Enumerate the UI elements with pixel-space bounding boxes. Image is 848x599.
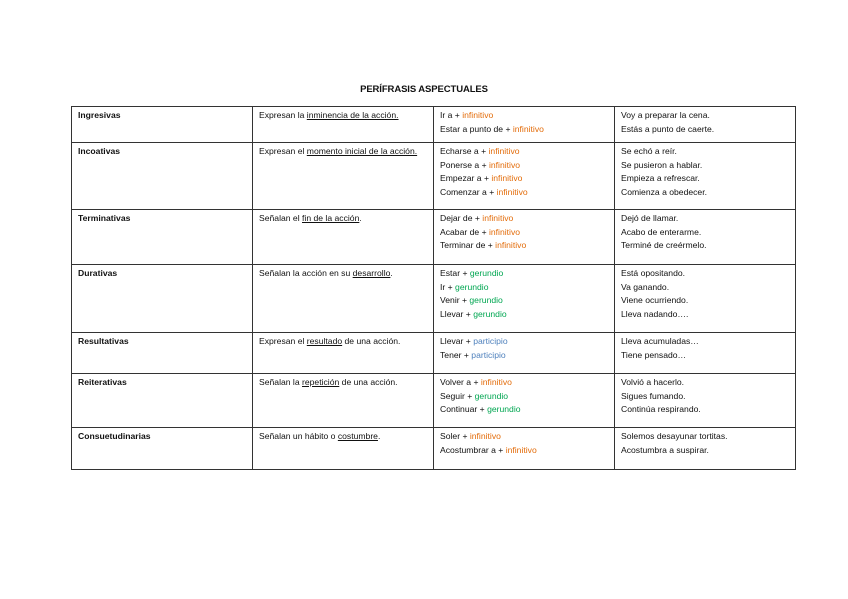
table-row [72, 374, 796, 428]
verb-form-label: participio [473, 336, 508, 346]
description-cell [253, 374, 434, 428]
type-name-cell: Ingresivas [72, 107, 253, 143]
example-line: Empieza a refrescar. [621, 173, 700, 183]
verb-form-label: infinitivo [488, 159, 521, 170]
verb-form-label: gerundio [469, 268, 504, 278]
structure-line [440, 239, 608, 253]
example-line: Lleva acumuladas… [621, 336, 699, 346]
structure-text: Continuar + [440, 404, 488, 414]
example-line: Se echó a reír. [621, 146, 677, 156]
example-line: Comienza a obedecer. [621, 186, 707, 197]
structure-text: Comenzar a + [440, 186, 497, 197]
description-cell [253, 143, 434, 210]
verb-form-label: participio [471, 349, 506, 360]
structure-line [440, 390, 608, 404]
structure-line [440, 145, 608, 159]
structure-line [440, 335, 608, 349]
verb-form-label: infinitivo [512, 123, 544, 134]
examples-cell [615, 143, 796, 210]
structure-line [440, 212, 608, 226]
type-name-cell: Incoativas [72, 143, 253, 210]
periphrasis-table [71, 106, 796, 470]
description-cell [253, 333, 434, 374]
type-name-cell: Reiterativas [72, 374, 253, 428]
description-text: Expresan el [259, 146, 307, 156]
description-text: Expresan la [259, 110, 307, 120]
type-name-cell: Consuetudinarias [72, 428, 253, 470]
example-line: Tiene pensado… [621, 349, 687, 360]
description-text: inminencia de la acción. [306, 110, 399, 120]
structure-text: Ir + [440, 281, 456, 292]
example-line: Solemos desayunar tortitas. [621, 431, 728, 441]
structure-cell [434, 210, 615, 265]
description-text: Señalan la [259, 377, 303, 387]
structure-line [440, 226, 608, 240]
structure-text: Acabar de + [440, 226, 489, 237]
structure-text: Dejar de + [440, 213, 483, 223]
verb-form-label: gerundio [455, 281, 489, 292]
type-name-cell: Durativas [72, 265, 253, 333]
structure-line [440, 376, 608, 390]
structure-text: Tener + [440, 349, 472, 360]
structure-line [440, 403, 608, 417]
examples-cell [615, 210, 796, 265]
structure-text: Llevar + [440, 336, 474, 346]
examples-cell [615, 374, 796, 428]
examples-cell [615, 333, 796, 374]
structure-text: Volver a + [440, 377, 481, 387]
verb-form-label: infinitivo [480, 377, 512, 387]
examples-cell [615, 107, 796, 143]
example-line: Volvió a hacerlo. [621, 377, 685, 387]
description-text: Expresan el [259, 336, 307, 346]
description-text: repetición [302, 377, 340, 387]
structure-line [440, 444, 608, 458]
structure-line [440, 281, 608, 295]
example-line: Estás a punto de caerte. [621, 123, 715, 134]
structure-text: Estar a punto de + [440, 123, 513, 134]
description-text: Señalan el [259, 213, 303, 223]
structure-line [440, 294, 608, 308]
table-row [72, 143, 796, 210]
verb-form-label: infinitivo [469, 431, 501, 441]
verb-form-label: infinitivo [491, 173, 523, 183]
verb-form-label: gerundio [487, 404, 521, 414]
structure-text: Venir + [440, 295, 470, 305]
verb-form-label: gerundio [474, 390, 509, 401]
example-line: Se pusieron a hablar. [621, 159, 703, 170]
description-text: momento inicial de la acción. [306, 146, 418, 156]
verb-form-label: infinitivo [482, 213, 514, 223]
example-line: Sigues fumando. [621, 390, 686, 401]
structure-line [440, 430, 608, 444]
table-row [72, 107, 796, 143]
example-line: Voy a preparar la cena. [621, 110, 710, 120]
description-text: resultado [306, 336, 343, 346]
example-line: Acostumbra a suspirar. [621, 444, 709, 455]
structure-cell [434, 333, 615, 374]
description-text: Señalan la acción en su [259, 268, 353, 278]
structure-text: Echarse a + [440, 146, 489, 156]
verb-form-label: infinitivo [462, 110, 494, 120]
structure-cell [434, 374, 615, 428]
structure-line [440, 267, 608, 281]
structure-text: Ponerse a + [440, 159, 489, 170]
example-line: Terminé de creérmelo. [621, 240, 707, 250]
structure-cell [434, 265, 615, 333]
structure-cell [434, 107, 615, 143]
structure-line [440, 308, 608, 322]
structure-text: Ir a + [440, 110, 463, 120]
structure-line [440, 159, 608, 173]
description-cell [253, 265, 434, 333]
description-text: de una acción. [342, 336, 401, 346]
verb-form-label: infinitivo [495, 240, 527, 250]
verb-form-label: infinitivo [505, 444, 537, 455]
verb-form-label: infinitivo [488, 146, 520, 156]
table-body [72, 107, 796, 470]
structure-cell [434, 143, 615, 210]
description-text: Señalan un hábito o [259, 431, 338, 441]
verb-form-label: gerundio [473, 308, 507, 319]
structure-text: Soler + [440, 431, 470, 441]
structure-text: Terminar de + [440, 240, 496, 250]
type-name-cell: Terminativas [72, 210, 253, 265]
structure-line [440, 186, 608, 200]
example-line: Dejó de llamar. [621, 213, 679, 223]
example-line: Lleva nadando…. [621, 308, 689, 319]
description-cell [253, 107, 434, 143]
example-line: Acabo de enterarme. [621, 226, 702, 237]
document-title: PERÍFRASIS ASPECTUALES [360, 84, 488, 95]
table-row [72, 265, 796, 333]
examples-cell [615, 428, 796, 470]
example-line: Va ganando. [621, 281, 670, 292]
example-line: Continúa respirando. [621, 404, 701, 414]
examples-cell [615, 265, 796, 333]
example-line: Viene ocurriendo. [621, 295, 689, 305]
type-name-cell: Resultativas [72, 333, 253, 374]
description-text: . [377, 431, 381, 441]
structure-text: Acostumbrar a + [440, 444, 506, 455]
description-cell [253, 428, 434, 470]
structure-line [440, 349, 608, 363]
table-row [72, 428, 796, 470]
description-text: . [390, 268, 393, 278]
verb-form-label: infinitivo [496, 186, 528, 197]
structure-text: Llevar + [440, 308, 474, 319]
table-row [72, 210, 796, 265]
table-row [72, 333, 796, 374]
structure-text: Empezar a + [440, 173, 492, 183]
structure-cell [434, 428, 615, 470]
structure-text: Estar + [440, 268, 470, 278]
verb-form-label: infinitivo [488, 226, 521, 237]
description-cell [253, 210, 434, 265]
example-line: Está opositando. [621, 268, 686, 278]
description-text: de una acción. [339, 377, 398, 387]
description-text: costumbre [337, 431, 378, 441]
structure-text: Seguir + [440, 390, 475, 401]
verb-form-label: gerundio [469, 295, 503, 305]
description-text: desarrollo [352, 268, 391, 278]
description-text: fin de la acción [302, 213, 360, 223]
structure-line [440, 109, 608, 123]
structure-line [440, 123, 608, 137]
structure-line [440, 172, 608, 186]
description-text: . [359, 213, 362, 223]
